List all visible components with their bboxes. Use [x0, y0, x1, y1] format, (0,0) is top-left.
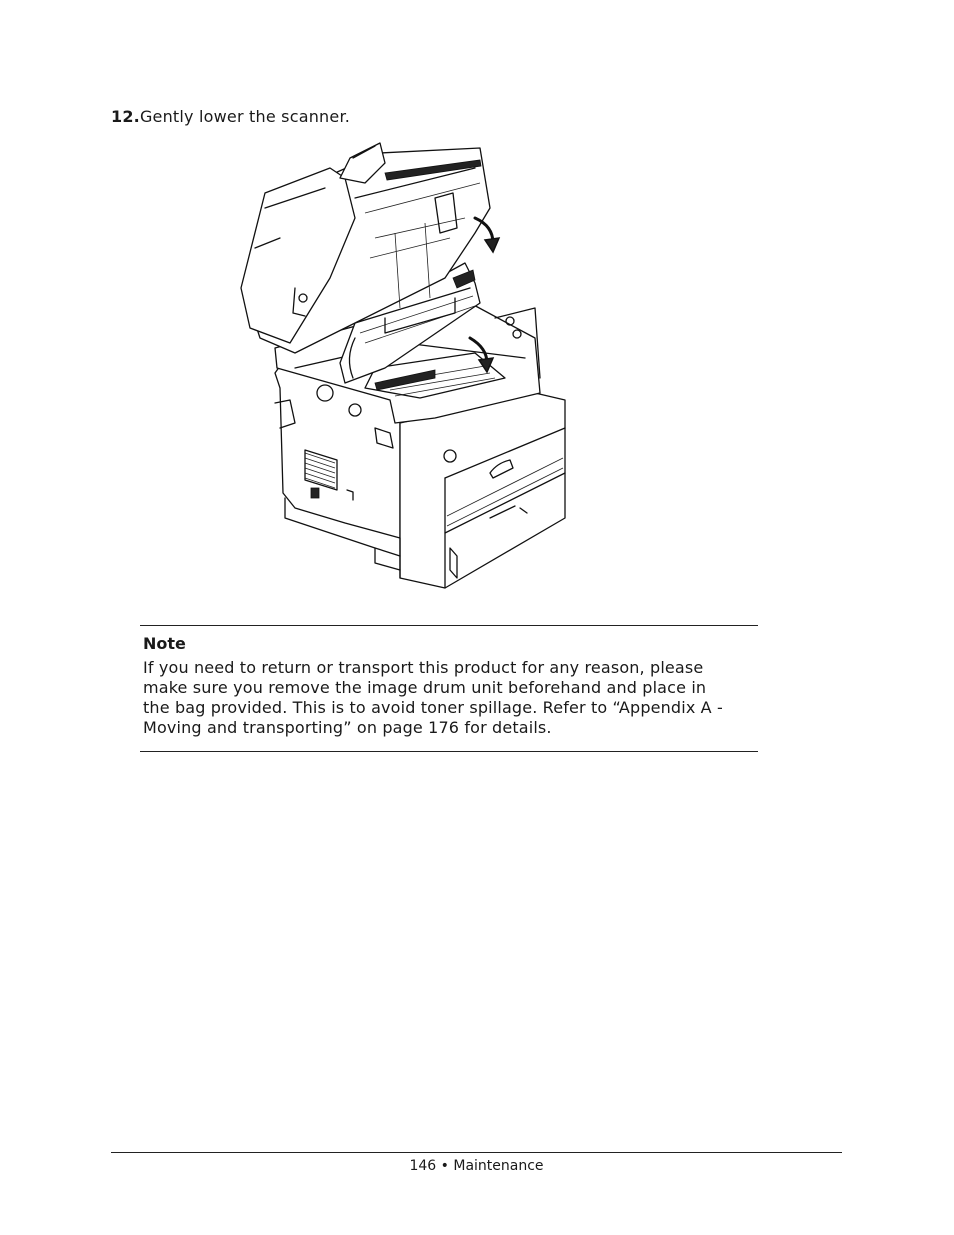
printer-illustration [235, 138, 575, 594]
note-box [140, 625, 758, 752]
step-text: Gently lower the scanner. [139, 107, 351, 126]
page-number: 146 [409, 1158, 437, 1174]
note-line: Moving and transporting” on page 176 for details. [143, 718, 552, 737]
note-line: the bag provided. This is to avoid toner spillage. Refer to “Appendix A - [143, 698, 723, 717]
page-footer [111, 1157, 842, 1175]
footer-separator: • [440, 1158, 449, 1174]
footer-divider [111, 1152, 842, 1153]
note-body [143, 658, 755, 738]
step-number: 12. [111, 107, 140, 126]
note-title: Note [143, 634, 186, 653]
section-name: Maintenance [453, 1158, 544, 1174]
note-line: make sure you remove the image drum unit beforehand and place in [143, 678, 707, 697]
instruction-step [111, 106, 350, 128]
note-line: If you need to return or transport this product for any reason, please [143, 658, 704, 677]
